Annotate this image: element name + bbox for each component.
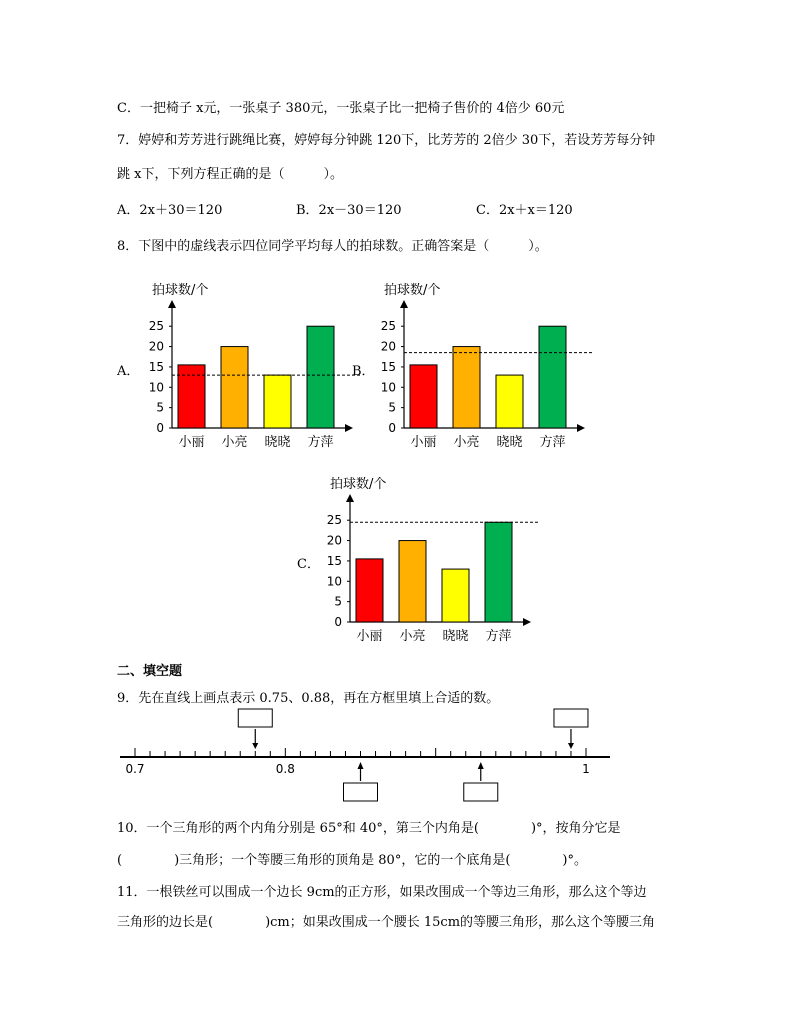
bar-2 [399,541,426,622]
y-axis-label: 拍球数/个 [384,283,441,298]
y-tick-label: 10 [148,380,164,395]
y-tick-label: 15 [326,553,342,568]
y-tick-label: 20 [326,533,342,548]
bar-2 [453,347,480,428]
chart-c [318,472,543,652]
x-category-label: 晓晓 [496,435,523,450]
y-tick-label: 25 [326,513,342,528]
bar-2 [221,347,248,428]
number-line-label: 0.7 [125,762,145,776]
q7-stem-line1: 7．婷婷和芳芳进行跳绳比赛，婷婷每分钟跳 120下，比芳芳的 2倍少 30下，若设芳芳每分钟 [117,133,656,148]
q7-stem-line2: 跳 x下，下列方程正确的是（ ）。 [117,167,343,182]
q10-line2: ( )三角形；一个等腰三角形的顶角是 80°，它的一个底角是( )°。 [117,853,587,868]
bar-1 [410,365,437,428]
chart-a-option-label: A． [117,364,140,379]
answer-box-above [554,709,588,727]
x-category-label: 小丽 [410,435,437,450]
y-tick-label: 25 [148,319,164,334]
bar-4 [307,326,334,428]
y-tick-label: 5 [388,400,396,415]
x-category-label: 小丽 [178,435,205,450]
x-axis-arrow [577,424,585,432]
y-tick-label: 0 [156,421,164,435]
y-tick-label: 0 [334,615,342,629]
y-tick-label: 15 [380,359,396,374]
q7-option-b: B．2x－30＝120 [296,203,402,218]
x-axis-arrow [345,424,353,432]
section-fill-in-heading: 二、填空题 [117,664,183,679]
x-category-label: 方萍 [485,629,512,644]
y-axis-arrow [346,494,354,502]
number-line-label: 0.8 [275,762,295,776]
bar-4 [485,522,512,622]
x-category-label: 小亮 [221,435,248,450]
number-line-label: 1 [582,762,590,776]
bar-4 [539,326,566,428]
q9-stem: 9．先在直线上画点表示 0.75、0.88，再在方框里填上合适的数。 [117,691,500,706]
bar-3 [264,375,291,428]
y-axis-label: 拍球数/个 [330,477,387,492]
number-line [110,705,630,805]
x-category-label: 方萍 [307,435,334,450]
y-axis-arrow [400,300,408,308]
bar-1 [178,365,205,428]
y-tick-label: 0 [388,421,396,435]
x-category-label: 晓晓 [264,435,291,450]
chart-c-option-label: C． [297,557,320,572]
y-tick-label: 25 [380,319,396,334]
y-tick-label: 5 [334,594,342,609]
y-tick-label: 10 [380,380,396,395]
bar-3 [442,569,469,622]
q11-line1: 11．一根铁丝可以围成一个边长 9cm的正方形，如果改围成一个等边三角形，那么这个等边 [117,885,647,900]
answer-box-below [464,783,498,801]
y-tick-label: 5 [156,400,164,415]
chart-a [140,278,360,458]
answer-box-below [344,783,378,801]
pointer-arrowhead [252,743,258,749]
chart-b-option-label: B． [352,364,375,379]
x-category-label: 小亮 [453,435,480,450]
x-axis-arrow [523,618,531,626]
q10-line1: 10．一个三角形的两个内角分别是 65°和 40°，第三个内角是( )°，按角分它是 [117,821,621,836]
y-tick-label: 20 [148,339,164,354]
q8-stem: 8．下图中的虚线表示四位同学平均每人的拍球数。正确答案是（ ）。 [117,239,548,254]
pointer-arrowhead [568,743,574,749]
y-tick-label: 20 [380,339,396,354]
x-category-label: 晓晓 [442,629,469,644]
chart-b [372,278,597,458]
bar-1 [356,559,383,622]
x-category-label: 小亮 [399,629,426,644]
y-axis-label: 拍球数/个 [152,283,209,298]
y-tick-label: 10 [326,574,342,589]
q6-option-c: C．一把椅子 x元，一张桌子 380元，一张桌子比一把椅子售价的 4倍少 60元 [117,101,565,116]
x-category-label: 小丽 [356,629,383,644]
q7-option-c: C．2x＋x＝120 [476,203,573,218]
answer-box-above [238,709,272,727]
bar-3 [496,375,523,428]
y-tick-label: 15 [148,359,164,374]
y-axis-arrow [168,300,176,308]
q7-option-a: A．2x＋30＝120 [117,203,223,218]
q11-line2: 三角形的边长是( )cm；如果改围成一个腰长 15cm的等腰三角形，那么这个等腰三角 [117,915,656,930]
x-category-label: 方萍 [539,435,566,450]
